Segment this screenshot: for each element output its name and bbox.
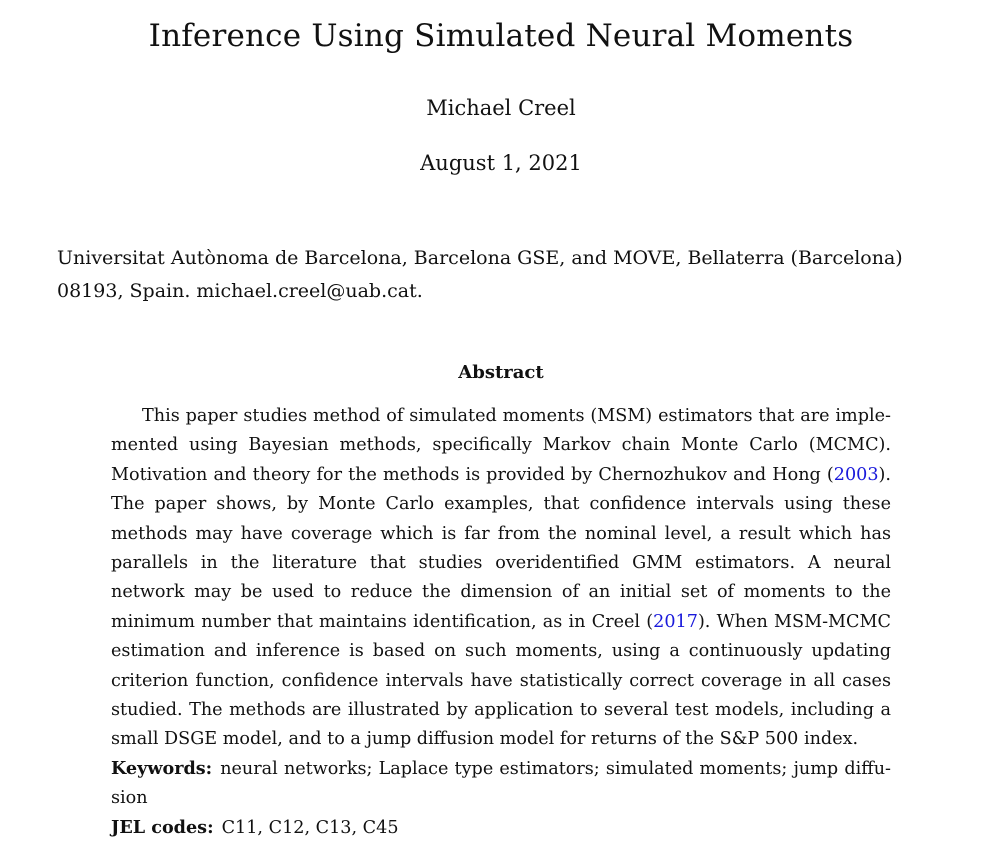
citation-link-chernozhukov-hong[interactable]: 2003 bbox=[833, 464, 879, 485]
publication-date: August 1, 2021 bbox=[420, 151, 582, 175]
jel-codes-label: JEL codes: bbox=[111, 817, 214, 838]
paper-title: Inference Using Simulated Neural Moments bbox=[148, 18, 854, 54]
jel-codes-value: C11, C12, C13, C45 bbox=[221, 818, 399, 838]
abstract-text-part-1: This paper studies method of simulated moments (MSM) estimators that are implemented using Bayesian methods, specifically Markov chain Monte Carlo (MCMC). Motivation and theory for the methods is provided by Chernozhukov and Hong ( bbox=[111, 406, 891, 485]
keywords-label: Keywords: bbox=[111, 758, 213, 779]
keywords-line bbox=[111, 754, 891, 814]
abstract-text-part-2: ). The paper shows, by Monte Carlo examples, that confidence intervals using these methods may have coverage which is far from the nominal level, a result which has parallels in the literature that studies overidentified GMM estimators. A neural network may be used to reduce the dimension of an initial set of moments to the minimum number that maintains identification, as in Creel ( bbox=[111, 464, 891, 632]
author-affiliation: Universitat Autònoma de Barcelona, Barcelona GSE, and MOVE, Bellaterra (Barcelona) 08193, Spain. michael.creel@uab.cat. bbox=[57, 247, 903, 302]
keywords-value: neural networks; Laplace type estimators; simulated moments; jump diffusion bbox=[111, 759, 891, 809]
abstract-text-part-3: ). When MSM-MCMC estimation and inference is based on such moments, using a continuously updating criterion function, confidence intervals have statistically correct coverage in all cases studied. The methods are illustrated by application to several test models, including a small DSGE model, and to a jump diffusion model for returns of the S&P 500 index. bbox=[111, 611, 891, 750]
abstract-body bbox=[111, 402, 891, 755]
abstract-heading: Abstract bbox=[458, 362, 544, 383]
citation-link-creel[interactable]: 2017 bbox=[653, 611, 698, 632]
jel-codes-line bbox=[111, 813, 891, 843]
author-name: Michael Creel bbox=[426, 96, 576, 120]
